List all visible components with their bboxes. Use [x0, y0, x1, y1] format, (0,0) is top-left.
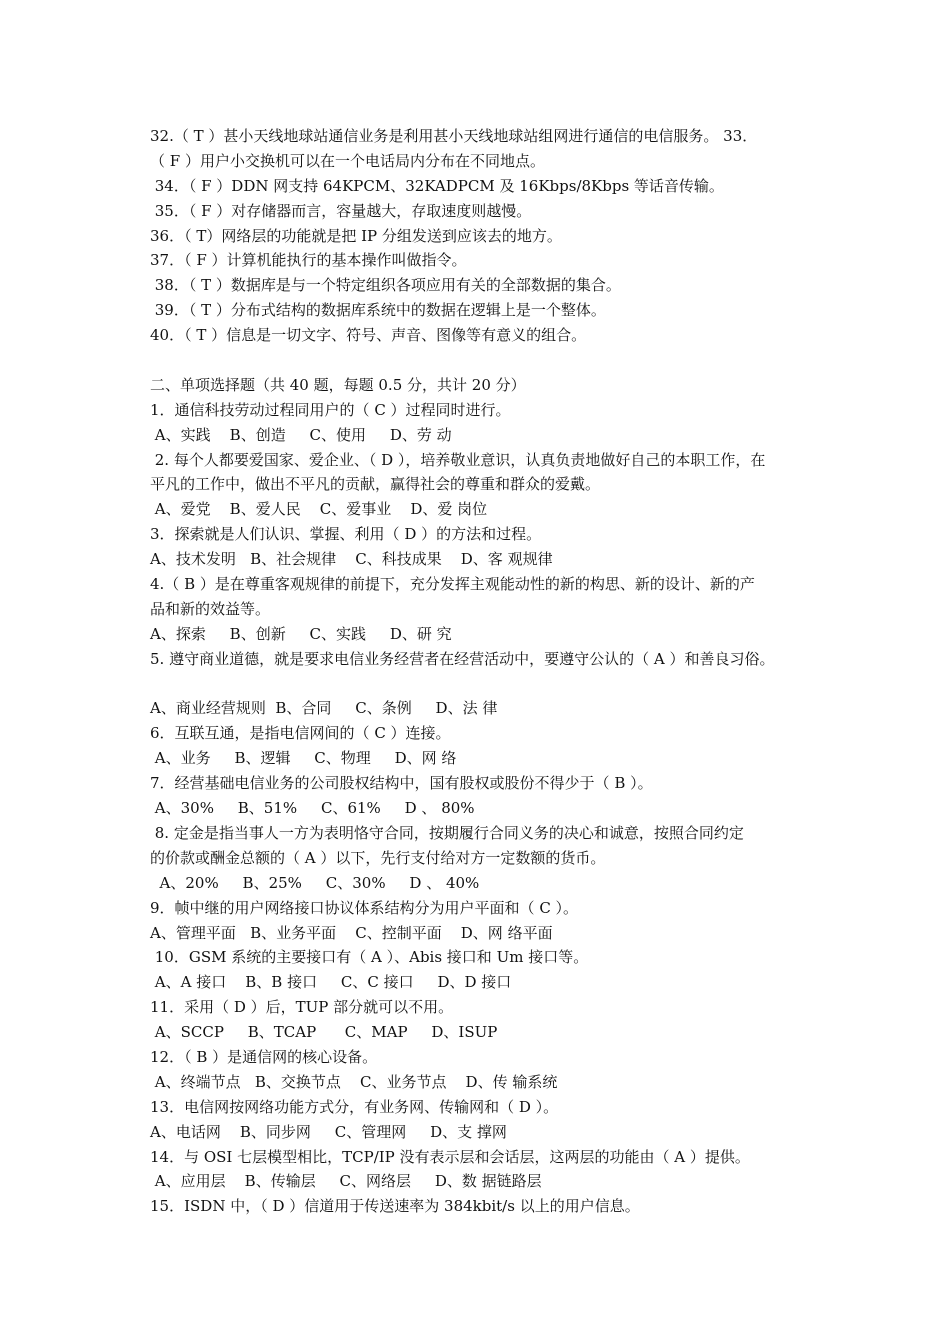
- text-line: A、管理平面 B、业务平面 C、控制平面 D、网 络平面: [150, 923, 553, 942]
- document-body: [150, 124, 850, 1219]
- blank-line: [150, 348, 850, 373]
- text-line: 37．（ F ）计算机能执行的基本操作叫做指令。: [150, 251, 467, 270]
- text-line: A、技术发明 B、社会规律 C、科技成果 D、客 观规律: [150, 550, 553, 569]
- text-line: A、爱党 B、爱人民 C、爱事业 D、爱 岗位: [150, 500, 488, 519]
- text-line: A、终端节点 B、交换节点 C、业务节点 D、传 输系统: [150, 1072, 558, 1091]
- text-line: 5. 遵守商业道德，就是要求电信业务经营者在经营活动中，要遵守公认的（ A ）和善良习俗。: [150, 649, 775, 668]
- text-line: 1．通信科技劳动过程同用户的（ C ）过程同时进行。: [150, 400, 511, 419]
- text-line: 39．（ T ）分布式结构的数据库系统中的数据在逻辑上是一个整体。: [150, 301, 606, 320]
- text-line: A、20% B、25% C、30% D 、 40%: [150, 873, 480, 892]
- text-line: （ F ）用户小交换机可以在一个电话局内分布在不同地点。: [150, 151, 545, 170]
- text-line: 15．ISDN 中，（ D ）信道用于传送速率为 384kbit/s 以上的用户信息。: [150, 1197, 640, 1216]
- text-line: 9．帧中继的用户网络接口协议体系结构分为用户平面和（ C ）。: [150, 898, 579, 917]
- text-line: A、电话网 B、同步网 C、管理网 D、支 撑网: [150, 1122, 507, 1141]
- text-line: 36．（ T）网络层的功能就是把 IP 分组发送到应该去的地方。: [150, 226, 562, 245]
- text-line: 34．（ F ）DDN 网支持 64KPCM、32KADPCM 及 16Kbps/8Kbps 等话音传输。: [150, 176, 724, 195]
- text-line: A、应用层 B、传输层 C、网络层 D、数 据链路层: [150, 1172, 542, 1191]
- text-line: 12．（ B ）是通信网的核心设备。: [150, 1047, 378, 1066]
- text-line: 14．与 OSI 七层模型相比，TCP/IP 没有表示层和会话层，这两层的功能由（ A ）提供。: [150, 1147, 750, 1166]
- text-line: 11．采用（ D ）后，TUP 部分就可以不用。: [150, 998, 454, 1017]
- text-line: 4.（ B ）是在尊重客观规律的前提下，充分发挥主观能动性的新的构思、新的设计、新的产: [150, 575, 755, 594]
- text-line: 7．经营基础电信业务的公司股权结构中，国有股权或股份不得少于（ B ）。: [150, 774, 653, 793]
- text-line: 品和新的效益等。: [150, 599, 271, 618]
- text-line: 35．（ F ）对存储器而言，容量越大，存取速度则越慢。: [150, 201, 532, 220]
- text-line: A、SCCP B、TCAP C、MAP D、ISUP: [150, 1023, 498, 1042]
- text-line: A、商业经营规则 B、合同 C、条例 D、法 律: [150, 699, 498, 718]
- text-line: 2. 每个人都要爱国家、爱企业、（ D ），培养敬业意识，认真负责地做好自己的本职工作，在: [150, 450, 766, 469]
- text-line: A、业务 B、逻辑 C、物理 D、网 络: [150, 749, 457, 768]
- text-line: 40．（ T ）信息是一切文字、符号、声音、图像等有意义的组合。: [150, 326, 587, 345]
- text-line: 32.（ T ）甚小天线地球站通信业务是利用甚小天线地球站组网进行通信的电信服务。 33．: [150, 127, 758, 145]
- text-line: A、A 接口 B、B 接口 C、C 接口 D、D 接口: [150, 973, 512, 992]
- text-line: 3．探索就是人们认识、掌握、利用（ D ）的方法和过程。: [150, 525, 542, 544]
- text-line: 8. 定金是指当事人一方为表明恪守合同，按期履行合同义务的决心和诚意，按照合同约定: [150, 823, 744, 842]
- text-line: 13．电信网按网络功能方式分，有业务网、传输网和（ D ）。: [150, 1097, 559, 1116]
- text-line: A、实践 B、创造 C、使用 D、劳 动: [150, 425, 452, 444]
- text-line: 二、单项选择题（共 40 题，每题 0.5 分，共计 20 分）: [150, 375, 526, 394]
- text-line: A、30% B、51% C、61% D 、 80%: [150, 799, 475, 818]
- text-line: 38．（ T ）数据库是与一个特定组织各项应用有关的全部数据的集合。: [150, 276, 621, 295]
- text-line: 10．GSM 系统的主要接口有（ A ）、Abis 接口和 Um 接口等。: [150, 948, 589, 967]
- text-line: 的价款或酬金总额的（ A ）以下，先行支付给对方一定数额的货币。: [150, 848, 606, 867]
- blank-line: [150, 672, 850, 697]
- text-line: 平凡的工作中，做出不平凡的贡献，赢得社会的尊重和群众的爱戴。: [150, 475, 601, 494]
- text-line: 6．互联互通，是指电信网间的（ C ）连接。: [150, 724, 451, 743]
- text-line: A、探索 B、创新 C、实践 D、研 究: [150, 624, 452, 643]
